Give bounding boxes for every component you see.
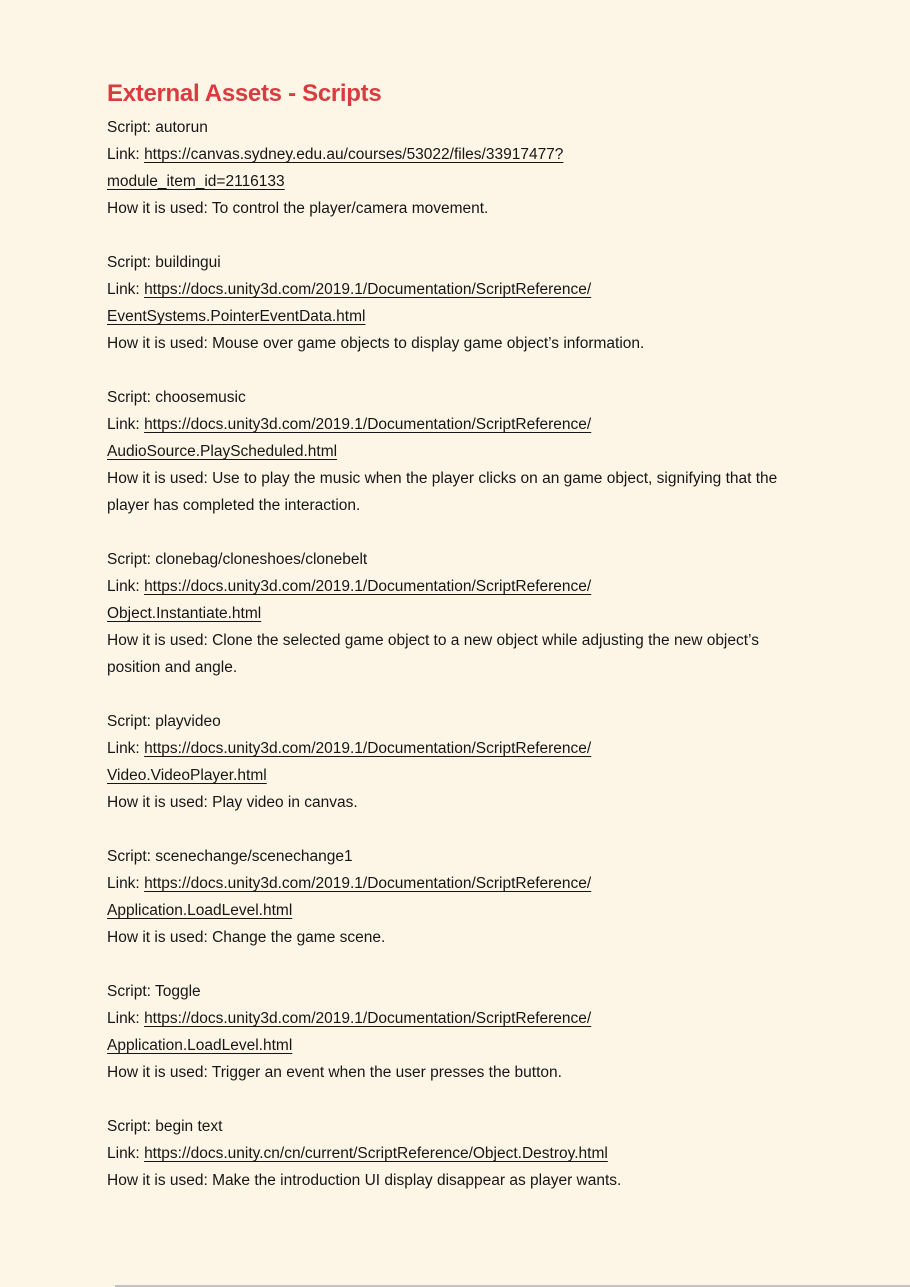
script-link[interactable]: https://canvas.sydney.edu.au/courses/53022/files/33917477? module_item_id=2116133 <box>107 146 564 190</box>
link-line <box>107 141 780 195</box>
script-label: Script: <box>107 848 151 865</box>
script-link[interactable]: https://docs.unity3d.com/2019.1/Documentation/ScriptReference/ Object.Instantiate.html <box>107 578 592 622</box>
usage-line <box>107 465 780 519</box>
script-line <box>107 1113 780 1140</box>
usage-line <box>107 1167 780 1194</box>
usage-text: Play video in canvas. <box>212 794 358 811</box>
usage-text: Clone the selected game object to a new object while adjusting the new object’s position and angle. <box>107 632 759 676</box>
link-label: Link: <box>107 416 140 433</box>
script-entry <box>107 249 780 357</box>
script-name: begin text <box>155 1118 223 1135</box>
usage-label: How it is used: <box>107 200 208 217</box>
usage-text: To control the player/camera movement. <box>211 200 489 217</box>
script-label: Script: <box>107 983 151 1000</box>
script-link[interactable]: https://docs.unity3d.com/2019.1/Documentation/ScriptReference/ EventSystems.PointerEventData.html <box>107 281 592 325</box>
script-entry <box>107 114 780 222</box>
link-label: Link: <box>107 578 140 595</box>
link-label: Link: <box>107 1010 140 1027</box>
usage-label: How it is used: <box>107 929 208 946</box>
link-line <box>107 1140 780 1167</box>
link-line <box>107 735 780 789</box>
usage-text: Mouse over game objects to display game object’s information. <box>212 335 645 352</box>
usage-label: How it is used: <box>107 794 208 811</box>
script-name: autorun <box>155 119 208 136</box>
script-label: Script: <box>107 551 151 568</box>
script-label: Script: <box>107 254 151 271</box>
link-label: Link: <box>107 1145 140 1162</box>
script-name: buildingui <box>155 254 221 271</box>
script-entry <box>107 843 780 951</box>
usage-line <box>107 330 780 357</box>
script-name: choosemusic <box>155 389 246 406</box>
usage-line <box>107 1059 780 1086</box>
script-link[interactable]: https://docs.unity3d.com/2019.1/Documentation/ScriptReference/ Application.LoadLevel.html <box>107 875 592 919</box>
link-line <box>107 573 780 627</box>
entries-list <box>107 114 780 1194</box>
usage-label: How it is used: <box>107 1172 208 1189</box>
script-entry <box>107 978 780 1086</box>
script-label: Script: <box>107 389 151 406</box>
usage-label: How it is used: <box>107 1064 208 1081</box>
usage-label: How it is used: <box>107 632 208 649</box>
usage-text: Change the game scene. <box>212 929 386 946</box>
script-label: Script: <box>107 119 151 136</box>
page-title: External Assets - Scripts <box>107 80 382 107</box>
usage-line <box>107 195 780 222</box>
script-line <box>107 708 780 735</box>
script-name: scenechange/scenechange1 <box>155 848 353 865</box>
script-name: playvideo <box>155 713 221 730</box>
usage-line <box>107 924 780 951</box>
script-line <box>107 546 780 573</box>
usage-line <box>107 627 780 681</box>
script-line <box>107 249 780 276</box>
script-link[interactable]: https://docs.unity.cn/cn/current/ScriptReference/Object.Destroy.html <box>144 1145 608 1162</box>
script-line <box>107 978 780 1005</box>
script-label: Script: <box>107 1118 151 1135</box>
script-link[interactable]: https://docs.unity3d.com/2019.1/Documentation/ScriptReference/ Video.VideoPlayer.html <box>107 740 592 784</box>
script-name: Toggle <box>154 983 201 1000</box>
link-line <box>107 1005 780 1059</box>
usage-text: Trigger an event when the user presses the button. <box>211 1064 562 1081</box>
link-label: Link: <box>107 875 140 892</box>
script-entry <box>107 708 780 816</box>
usage-label: How it is used: <box>107 470 208 487</box>
script-line <box>107 114 780 141</box>
script-entry <box>107 546 780 681</box>
script-line <box>107 384 780 411</box>
script-entry <box>107 384 780 519</box>
usage-text: Use to play the music when the player clicks on an game object, signifying that the player has completed the interaction. <box>107 470 778 514</box>
link-line <box>107 870 780 924</box>
link-line <box>107 411 780 465</box>
usage-text: Make the introduction UI display disappear as player wants. <box>212 1172 622 1189</box>
link-label: Link: <box>107 281 140 298</box>
link-line <box>107 276 780 330</box>
script-entry <box>107 1113 780 1194</box>
script-link[interactable]: https://docs.unity3d.com/2019.1/Documentation/ScriptReference/ Application.LoadLevel.html <box>107 1010 592 1054</box>
script-line <box>107 843 780 870</box>
script-name: clonebag/cloneshoes/clonebelt <box>155 551 368 568</box>
link-label: Link: <box>107 146 140 163</box>
script-link[interactable]: https://docs.unity3d.com/2019.1/Documentation/ScriptReference/ AudioSource.PlayScheduled.html <box>107 416 592 460</box>
script-label: Script: <box>107 713 151 730</box>
link-label: Link: <box>107 740 140 757</box>
usage-line <box>107 789 780 816</box>
usage-label: How it is used: <box>107 335 208 352</box>
